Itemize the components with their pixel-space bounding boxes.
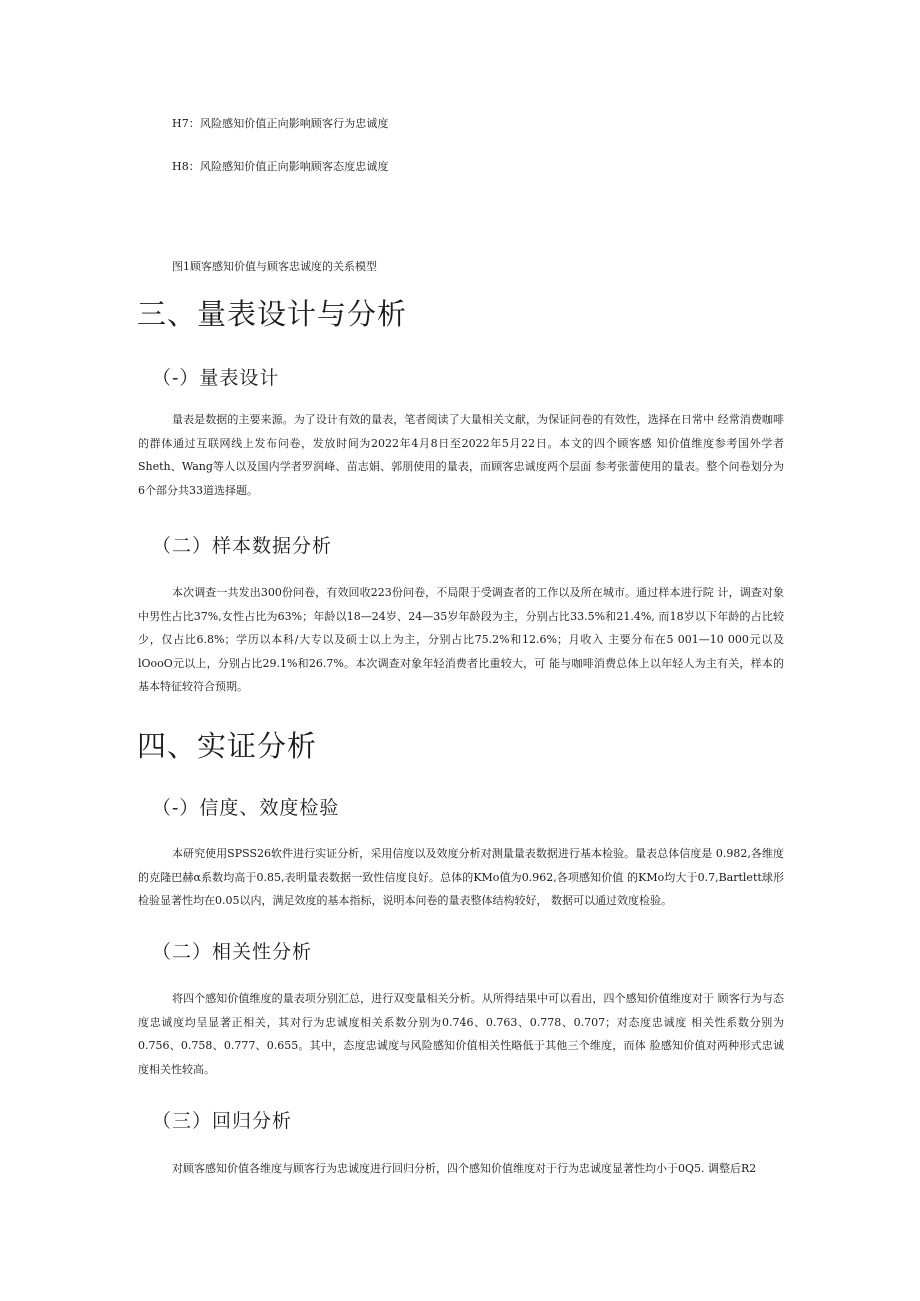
section-4-title: 四、实证分析 [137, 729, 318, 763]
regression-text: 对顾客感知价值各维度与顾客行为忠诚度进行回归分析，四个感知价值维度对于行为忠诚度显著性均小于0Q5. 调整后R2 [172, 1162, 757, 1175]
scale-design-paragraph [138, 408, 784, 502]
subsection-correlation-title: （二）相关性分析 [152, 941, 313, 963]
subsection-reliability-title: （-）信度、效度检验 [152, 797, 340, 819]
scale-design-text: 量表是数据的主要来源。为了设计有效的量表，笔者阅读了大量相关文献，为保证问卷的有效性，选择在日常中 经常消费咖啡的群体通过互联网线上发布问卷，发放时间为2022年4月8日至2022年5月22日。本文的四个顾客感 知价值维度参考国外学者Sheth、Wang等人以及国内学者罗润峰、苗志娟、郭朋使用的量表，而顾客忠诚度两个层面 参考张蕾使用的量表。整个问卷划分为6个部分共33道选择题。 [138, 413, 784, 497]
hypothesis-h7: H7：风险感知价值正向影响顾客行为忠诚度 [172, 117, 389, 130]
subsection-scale-design-title: （-）量表设计 [152, 367, 280, 389]
hypothesis-h8: H8：风险感知价值正向影响顾客态度忠诚度 [172, 160, 389, 173]
subsection-regression-title: （三）回归分析 [152, 1110, 293, 1132]
correlation-paragraph [138, 987, 784, 1081]
correlation-text: 将四个感知价值维度的量表项分别汇总，进行双变量相关分析。从所得结果中可以看出，四个感知价值维度对于 顾客行为与态度忠诚度均呈显著正相关，其对行为忠诚度相关系数分别为0.746、0.763、0.778、0.707；对态度忠诚度 相关性系数分别为0.756、0.758、0.777、0.655。其中，态度忠诚度与风险感知价值相关性略低于其他三个维度，而体 脸感知价值对两种形式忠诚度相关性较高。 [138, 992, 784, 1076]
reliability-text: 本研究使用SPSS26软件进行实证分析，采用信度以及效度分析对测量量表数据进行基本检验。量表总体信度是 0.982,各维度的克隆巴赫α系数均高于0.85,表明量表数据一致性信度良好。总体的KMo值为0.962,各项感知价值 的KMo均大于0.7,Bartlett球形检验显著性均在0.05以内，满足效度的基本指标，说明本问卷的量表整体结构较好， 数据可以通过效度检验。 [138, 847, 784, 907]
subsection-sample-analysis-title: （二）样本数据分析 [152, 535, 333, 557]
figure-caption: 图1顾客感知价值与顾客忠诚度的关系模型 [172, 260, 377, 273]
sample-analysis-paragraph [138, 581, 784, 699]
section-3-title: 三、量表设计与分析 [137, 297, 408, 331]
sample-analysis-text: 本次调查一共发出300份问卷，有效回收223份问卷，不局限于受调查者的工作以及所在城市。通过样本进行院 计，调查对象中男性占比37%,女性占比为63%；年龄以18—24岁、24—35岁年龄段为主，分别占比33.5%和21.4%, 而18岁以下年龄的占比较少，仅占比6.8%；学历以本科/大专以及硕士以上为主，分别占比75.2%和12.6%；月收入 主要分布在5 001—10 000元以及lOooO元以上，分别占比29.1%和26.7%。本次调查对象年轻消费者比重较大，可 能与咖啡消费总体上以年轻人为主有关，样本的基本特征较符合预期。 [138, 586, 784, 693]
reliability-paragraph [138, 842, 784, 913]
regression-paragraph [138, 1157, 784, 1181]
